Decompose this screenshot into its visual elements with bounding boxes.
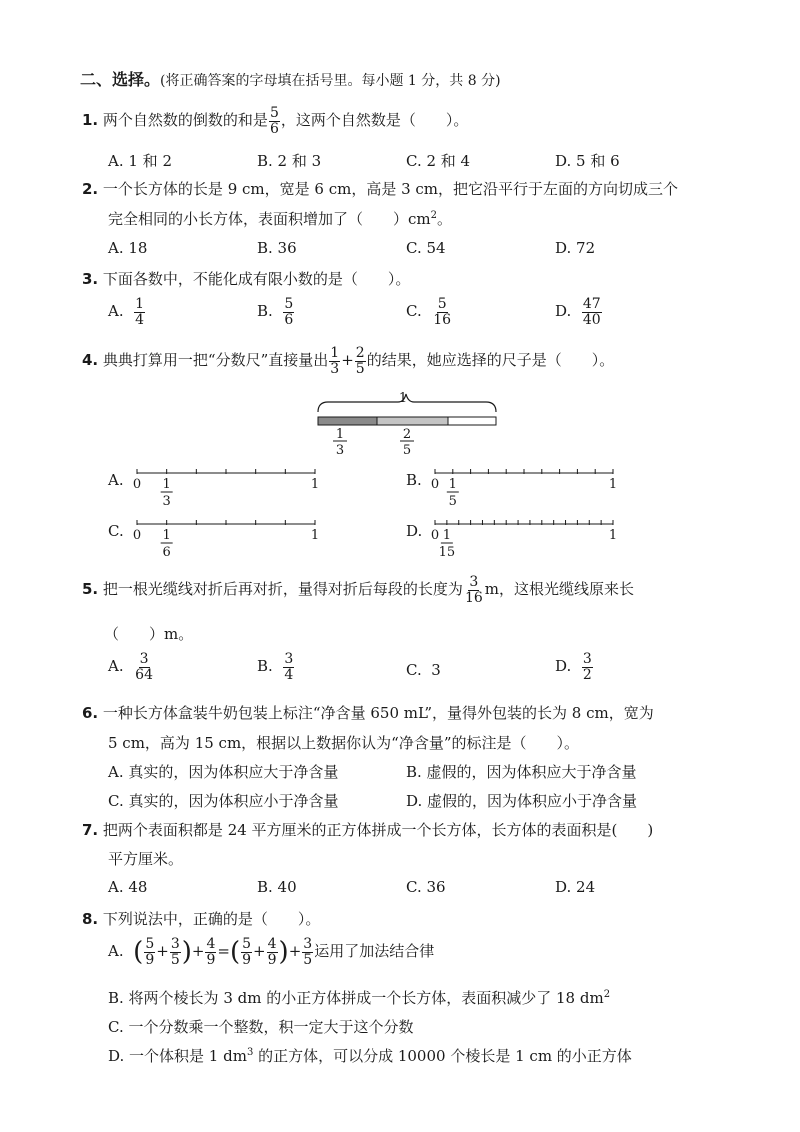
question-text: 典典打算用一把“分数尺”直接量出 bbox=[102, 351, 329, 370]
ruler-one-label: 1 bbox=[310, 528, 320, 543]
question-number: 7. bbox=[82, 821, 99, 839]
option-d[interactable]: D. 虚假的，因为体积应小于净含量 bbox=[406, 792, 638, 810]
option-c-label[interactable]: C. bbox=[108, 522, 124, 540]
ruler-fraction-denominator: 5 bbox=[448, 494, 457, 509]
option-d[interactable]: D. 24 bbox=[555, 878, 596, 896]
option-d[interactable]: D. $\frac{47}{40}$ bbox=[555, 296, 601, 328]
question-1 bbox=[82, 106, 468, 136]
ruler-fraction-denominator: 15 bbox=[438, 545, 456, 560]
ruler-segment-two-fifths bbox=[377, 417, 448, 425]
option-c[interactable]: C. $\frac{5}{16}$ bbox=[406, 296, 452, 328]
option-d[interactable]: D. 一个体积是 1 $dm^3$ 的正方体，可以分成 10000 个棱长是 1 cm 的小正方体 bbox=[108, 1047, 632, 1065]
ruler-fraction-numerator: 1 bbox=[162, 477, 171, 492]
ruler-one-label: 1 bbox=[310, 477, 320, 492]
option-d-label[interactable]: D. bbox=[406, 522, 423, 540]
option-c[interactable]: C. 2 和 4 bbox=[406, 152, 471, 170]
ruler-fraction-denominator: 3 bbox=[162, 494, 171, 509]
option-c[interactable]: C. 54 bbox=[406, 239, 446, 257]
fraction-ruler-diagram bbox=[300, 390, 510, 460]
ruler-fraction-numerator: 1 bbox=[162, 528, 171, 543]
question-text: 一种长方体盒装牛奶包装上标注“净含量 650 mL”，量得外包装的长为 8 cm，宽为 bbox=[102, 704, 654, 722]
ruler-zero-label: 0 bbox=[132, 477, 142, 492]
question-5: 5. 把一根光缆线对折后再对折，量得对折后每段的长度为 $\frac{3}{16}$ m，这根光缆线原来长 bbox=[82, 574, 634, 606]
question-number: 3. bbox=[82, 270, 99, 288]
total-label: 1 bbox=[398, 391, 408, 406]
ruler-one-label: 1 bbox=[608, 528, 618, 543]
ruler-label-d1: 3 bbox=[335, 443, 345, 458]
option-d[interactable]: D. $\frac{3}{2}$ bbox=[555, 651, 592, 683]
option-a[interactable]: A. 1 和 2 bbox=[108, 152, 172, 170]
option-c[interactable]: C. 真实的，因为体积应小于净含量 bbox=[108, 792, 339, 810]
ruler-fraction-numerator: 1 bbox=[448, 477, 457, 492]
option-d[interactable]: D. 5 和 6 bbox=[555, 152, 620, 170]
option-b[interactable]: B. $\frac{5}{6}$ bbox=[257, 296, 294, 328]
option-b-ruler[interactable] bbox=[424, 465, 624, 515]
ruler-segment-rest bbox=[448, 417, 496, 425]
option-b[interactable]: B. 2 和 3 bbox=[257, 152, 322, 170]
question-7 bbox=[82, 819, 653, 840]
ruler-label-d2: 5 bbox=[402, 443, 412, 458]
option-b-label[interactable]: B. bbox=[406, 471, 422, 489]
option-a[interactable]: A. $\frac{1}{4}$ bbox=[108, 296, 145, 328]
section-note: (将正确答案的字母填在括号里。每小题 1 分，共 8 分) bbox=[160, 73, 501, 89]
option-c[interactable]: C. 3 bbox=[406, 661, 441, 679]
ruler-fraction-denominator: 6 bbox=[162, 545, 171, 560]
option-a-label[interactable]: A. bbox=[108, 471, 124, 489]
ruler-zero-label: 0 bbox=[430, 528, 440, 543]
option-a[interactable]: A. $\frac{3}{64}$ bbox=[108, 651, 153, 683]
option-a[interactable]: A. ( $\frac{5}{9}$ + $\frac{3}{5}$ )+ $\frac{4}{9}$ =( $\frac{5}{9}$ + $\frac{4}{9}$ )+ $\frac{3}{5}$ 运用了加法结合律 bbox=[108, 936, 435, 968]
question-2 bbox=[82, 178, 678, 199]
ruler-zero-label: 0 bbox=[430, 477, 440, 492]
option-a[interactable]: A. 真实的，因为体积应大于净含量 bbox=[108, 763, 339, 781]
question-text: 的结果，她应选择的尺子是（ ）。 bbox=[366, 351, 615, 370]
question-text: 把两个表面积都是 24 平方厘米的正方体拼成一个长方体，长方体的表面积是( ) bbox=[102, 821, 654, 839]
question-text: m，这根光缆线原来长 bbox=[484, 580, 634, 599]
question-3 bbox=[82, 268, 410, 289]
question-number: 4. bbox=[82, 351, 99, 370]
option-c[interactable]: C. 36 bbox=[406, 878, 446, 896]
ruler-label-n2: 2 bbox=[402, 427, 412, 442]
question-number: 6. bbox=[82, 704, 99, 722]
option-a-ruler[interactable] bbox=[126, 465, 326, 515]
option-c[interactable]: C. 一个分数乘一个整数，积一定大于这个分数 bbox=[108, 1018, 414, 1036]
option-a[interactable]: A. 48 bbox=[108, 878, 148, 896]
question-number: 8. bbox=[82, 910, 99, 928]
option-b[interactable]: B. 虚假的，因为体积应大于净含量 bbox=[406, 763, 637, 781]
ruler-segment-one-third bbox=[318, 417, 377, 425]
ruler-zero-label: 0 bbox=[132, 528, 142, 543]
question-text: ，这两个自然数是（ ）。 bbox=[280, 111, 469, 130]
option-c-ruler[interactable] bbox=[126, 516, 326, 566]
question-2-line2: 完全相同的小长方体，表面积增加了（ ）$cm^2$。 bbox=[108, 210, 453, 228]
ruler-one-label: 1 bbox=[608, 477, 618, 492]
section-title bbox=[80, 67, 501, 90]
question-text: 一个长方体的长是 9 cm，宽是 6 cm，高是 3 cm，把它沿平行于左面的方向切成三个 bbox=[102, 180, 679, 198]
question-8 bbox=[82, 908, 320, 929]
question-number: 5. bbox=[82, 580, 99, 599]
question-4: 4. 典典打算用一把“分数尺”直接量出 $\frac{1}{3}$ + $\frac{2}{5}$ 的结果，她应选择的尺子是（ ）。 bbox=[82, 345, 615, 377]
question-5-line2: （ ）m。 bbox=[104, 625, 194, 643]
question-7-line2: 平方厘米。 bbox=[108, 850, 184, 868]
section-title-text: 二、选择。 bbox=[80, 70, 161, 89]
ruler-fraction-numerator: 1 bbox=[442, 528, 452, 543]
option-b[interactable]: B. 将两个棱长为 3 dm 的小正方体拼成一个长方体，表面积减少了 18 $dm^2$ bbox=[108, 989, 611, 1007]
fraction: $\frac{5}{6}$ bbox=[269, 105, 279, 137]
option-d[interactable]: D. 72 bbox=[555, 239, 596, 257]
question-6 bbox=[82, 702, 654, 723]
option-b[interactable]: B. 40 bbox=[257, 878, 297, 896]
question-text: 下面各数中，不能化成有限小数的是（ ）。 bbox=[102, 270, 411, 288]
option-b[interactable]: B. 36 bbox=[257, 239, 297, 257]
question-text: 把一根光缆线对折后再对折，量得对折后每段的长度为 bbox=[102, 580, 463, 599]
option-d-ruler[interactable] bbox=[424, 516, 624, 566]
question-text: 下列说法中，正确的是（ ）。 bbox=[102, 910, 321, 928]
question-number: 1. bbox=[82, 111, 99, 130]
option-b[interactable]: B. $\frac{3}{4}$ bbox=[257, 651, 294, 683]
question-text: 两个自然数的倒数的和是 bbox=[102, 111, 268, 130]
option-a[interactable]: A. 18 bbox=[108, 239, 148, 257]
question-6-line2: 5 cm，高为 15 cm，根据以上数据你认为“净含量”的标注是（ ）。 bbox=[108, 734, 580, 752]
ruler-label-n1: 1 bbox=[335, 427, 345, 442]
question-number: 2. bbox=[82, 180, 99, 198]
